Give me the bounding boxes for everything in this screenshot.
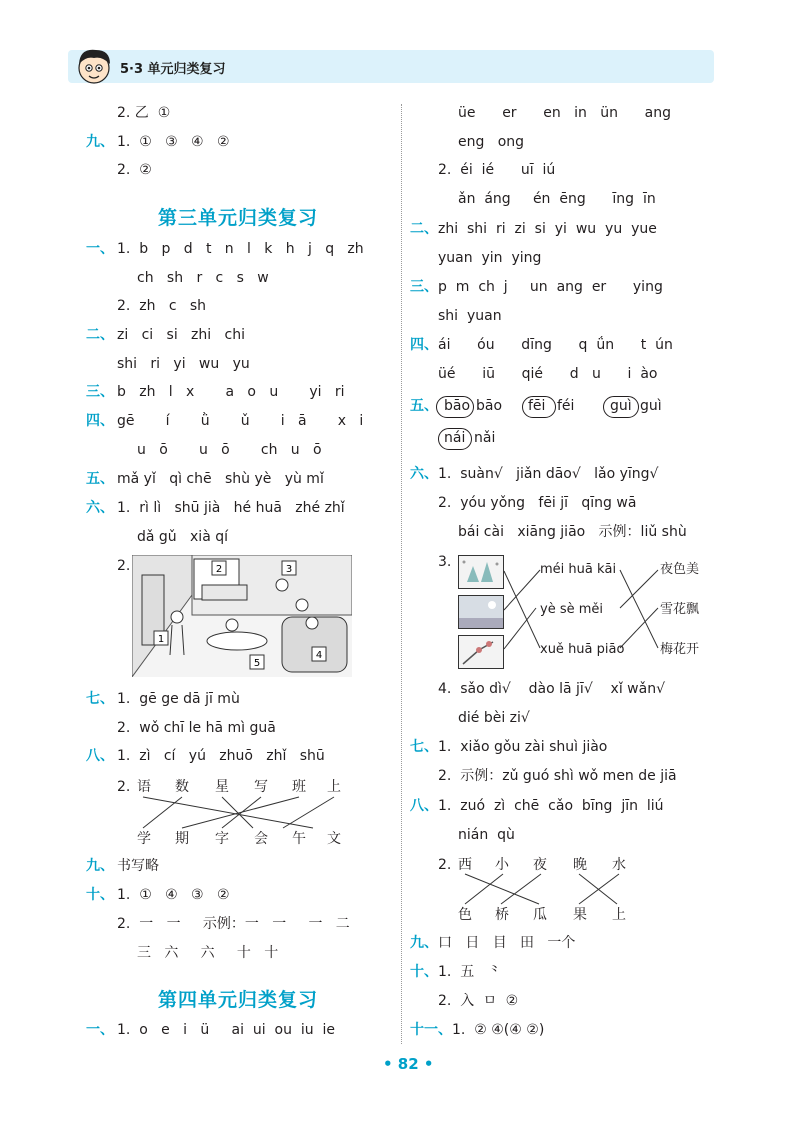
question-number: 十、 xyxy=(86,887,114,903)
answer-line: 3. xyxy=(438,554,452,570)
answer-line: 4. sǎo dì√ dào lā jī√ xǐ wǎn√ xyxy=(438,681,665,697)
answer-line: ái óu dīng q ǘn t ún xyxy=(438,337,673,353)
answer-line: 三 六 六 十 十 xyxy=(137,945,279,961)
answer-line: mǎ yǐ qì chē shù yè yù mǐ xyxy=(117,471,324,487)
answer-line: 2. xyxy=(438,857,452,873)
answer-line: 2. 入 ㅁ ② xyxy=(438,993,519,1009)
match-char: 夜 xyxy=(533,857,547,873)
snow-scene-thumbnail xyxy=(458,555,504,589)
match-char: 期 xyxy=(175,831,189,847)
answer-line: 2. 乙 ① xyxy=(117,105,171,121)
answer-line: 1. ① ④ ③ ② xyxy=(117,887,230,903)
answer-line: dǎ gǔ xià qí xyxy=(137,529,229,545)
answer-line: 口 日 目 田 一个 xyxy=(438,935,576,951)
question-number: 十一、 xyxy=(410,1022,452,1038)
match-char: 字 xyxy=(215,831,229,847)
answer-line: 1. 五 ⺀ xyxy=(438,964,502,980)
answer-line: shi yuan xyxy=(438,308,502,324)
question-number: 六、 xyxy=(410,466,438,482)
answer-line: 2. xyxy=(117,558,131,574)
match-lines xyxy=(455,872,635,908)
answer-line: 2. wǒ chī le hā mì guā xyxy=(117,720,276,736)
match-char: 语 xyxy=(137,779,151,795)
match-phrase: yè sè měi xyxy=(540,602,604,617)
svg-text:4: 4 xyxy=(315,650,323,661)
match-char: 星 xyxy=(215,779,229,795)
svg-text:1: 1 xyxy=(157,634,165,645)
answer-line: u ō u ō ch u ō xyxy=(137,442,322,458)
question-number: 八、 xyxy=(86,748,114,764)
circled-syllable-text: nái xyxy=(444,430,466,446)
question-number: 一、 xyxy=(86,1022,114,1038)
question-number: 五、 xyxy=(410,398,438,414)
answer-line: 2. éi ié uī iú xyxy=(438,162,556,178)
answer-line: 1. ② ④(④ ②) xyxy=(452,1022,545,1038)
match-phrase: 梅花开 xyxy=(660,642,700,657)
answer-line: eng ong xyxy=(458,134,525,150)
answer-line: 1. xiǎo gǒu zài shuì jiào xyxy=(438,739,608,755)
svg-text:2: 2 xyxy=(215,564,223,575)
answer-line: yuan yin ying xyxy=(438,250,542,266)
answer-line: p m ch j un ang er ying xyxy=(438,279,663,295)
circled-syllable-text: guì xyxy=(610,398,632,414)
match-char: 桥 xyxy=(495,907,509,923)
question-number: 十、 xyxy=(410,964,438,980)
answer-line: 1. ① ③ ④ ② xyxy=(117,134,230,150)
match-char: 班 xyxy=(292,779,306,795)
match-char: 文 xyxy=(327,831,341,847)
question-number: 六、 xyxy=(86,500,114,516)
question-number: 五、 xyxy=(86,471,114,487)
night-scene-thumbnail xyxy=(458,595,504,629)
match-lines xyxy=(130,795,360,833)
match-char: 西 xyxy=(458,857,472,873)
match-phrase: 雪花飘 xyxy=(660,602,700,617)
match-phrase: méi huā kāi xyxy=(540,562,617,577)
answer-line: 2. 一 一 示例：一 一 一 二 xyxy=(117,916,350,932)
header-title: 5·3 单元归类复习 xyxy=(120,62,226,77)
question-number: 七、 xyxy=(410,739,438,755)
cartoon-boy-icon xyxy=(72,44,116,88)
answer-line: zhi shi ri zi si yi wu yu yue xyxy=(438,221,657,237)
match-char: 瓜 xyxy=(533,907,547,923)
page-header xyxy=(68,50,714,83)
match-char: 小 xyxy=(495,857,509,873)
match-phrase: xuě huā piāo xyxy=(540,642,625,657)
living-room-illustration xyxy=(132,555,352,677)
plum-blossom-thumbnail xyxy=(458,635,504,669)
answer-line: 2. 示例：zǔ guó shì wǒ men de jiā xyxy=(438,768,677,784)
question-number: 九、 xyxy=(86,134,114,150)
answer-line: 2. yóu yǒng fēi jī qīng wā xyxy=(438,495,637,511)
match-char: 数 xyxy=(175,779,189,795)
match-char: 会 xyxy=(254,831,268,847)
answer-line: 1. zì cí yú zhuō zhǐ shū xyxy=(117,748,325,764)
svg-text:5: 5 xyxy=(253,658,261,669)
question-number: 七、 xyxy=(86,691,114,707)
answer-line: 2. xyxy=(117,779,131,795)
question-number: 三、 xyxy=(86,384,114,400)
answer-line: 1. rì lì shū jià hé huā zhé zhǐ xyxy=(117,500,345,516)
match-char: 上 xyxy=(612,907,626,923)
answer-line: b zh l x a o u yi ri xyxy=(117,384,345,400)
match-char: 午 xyxy=(292,831,306,847)
match-char: 色 xyxy=(458,907,472,923)
answer-line: 2. ② xyxy=(117,162,152,178)
answer-line: dié bèi zi√ xyxy=(458,710,530,726)
answer-line: 1. b p d t n l k h j q zh xyxy=(117,241,364,257)
answer-line: 1. zuó zì chē cǎo bīng jīn liú xyxy=(438,798,664,814)
match-phrase: 夜色美 xyxy=(660,562,700,577)
answer-line: üe er en in ün ang xyxy=(458,105,671,121)
answer-syllable: bāo xyxy=(476,398,503,414)
answer-line: ǎn áng én ēng īng īn xyxy=(458,191,656,207)
answer-syllable: nǎi xyxy=(474,430,496,446)
answer-line: ch sh r c s w xyxy=(137,270,269,286)
question-number: 二、 xyxy=(410,221,438,237)
answer-line: zi ci si zhi chi xyxy=(117,327,245,343)
question-number: 九、 xyxy=(86,858,114,874)
match-char: 学 xyxy=(137,831,151,847)
question-number: 四、 xyxy=(410,337,438,353)
answer-line: 1. o e i ü ai ui ou iu ie xyxy=(117,1022,336,1038)
answer-line: üé iū qié d u i ào xyxy=(438,366,658,382)
section-title: 第三单元归类复习 xyxy=(158,207,319,229)
svg-text:3: 3 xyxy=(285,564,293,575)
answer-line: 1. gē ge dā jī mù xyxy=(117,691,240,707)
answer-syllable: guì xyxy=(640,398,662,414)
answer-line: 书写略 xyxy=(117,858,159,874)
match-char: 水 xyxy=(612,857,626,873)
question-number: 九、 xyxy=(410,935,438,951)
question-number: 二、 xyxy=(86,327,114,343)
answer-syllable: féi xyxy=(557,398,575,414)
match-char: 晚 xyxy=(573,857,587,873)
question-number: 三、 xyxy=(410,279,438,295)
answer-line: nián qù xyxy=(458,827,515,843)
match-char: 上 xyxy=(327,779,341,795)
section-title: 第四单元归类复习 xyxy=(158,989,319,1011)
page-number: • 82 • xyxy=(383,1055,434,1073)
answer-line: gē í ǜ ǔ i ā x i xyxy=(117,413,364,429)
question-number: 四、 xyxy=(86,413,114,429)
answer-line: 2. zh c sh xyxy=(117,298,207,314)
match-char: 果 xyxy=(573,907,587,923)
circled-syllable-text: fēi xyxy=(528,398,546,414)
answer-line: 1. suàn√ jiǎn dāo√ lǎo yīng√ xyxy=(438,466,659,482)
match-char: 写 xyxy=(254,779,268,795)
answer-line: bái cài xiāng jiāo 示例：liǔ shù xyxy=(458,524,687,540)
question-number: 八、 xyxy=(410,798,438,814)
circled-syllable-text: bāo xyxy=(444,398,471,414)
question-number: 一、 xyxy=(86,241,114,257)
answer-line: shi ri yi wu yu xyxy=(117,356,250,372)
column-divider xyxy=(401,104,402,1044)
